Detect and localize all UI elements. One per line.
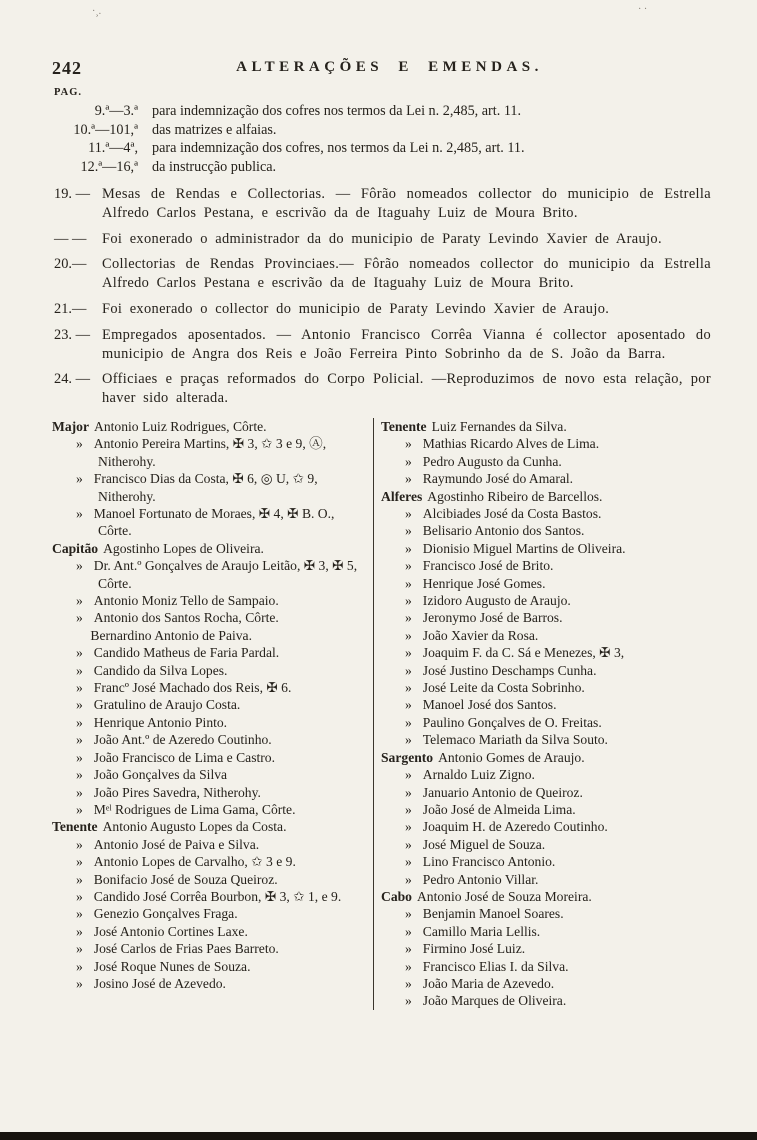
list-item — [52, 923, 369, 940]
list-item — [52, 784, 369, 801]
list-item — [52, 905, 369, 922]
ditto-mark: » — [76, 871, 83, 887]
list-item — [381, 679, 727, 696]
person-name: João Pires Savedra, Nitherohy. — [93, 784, 261, 800]
pag-entry — [52, 102, 709, 121]
scan-artifact-top-right: · · — [638, 4, 648, 15]
section-entry-number: 24. — — [54, 371, 90, 388]
rank-label: Sargento — [381, 749, 434, 765]
person-name: Joaquim H. de Azeredo Coutinho. — [422, 819, 608, 835]
ditto-mark: » — [405, 436, 412, 452]
ditto-mark: » — [405, 471, 412, 487]
person-name: Camillo Maria Lellis. — [422, 923, 541, 939]
person-name: Gratulino de Araujo Costa. — [93, 697, 241, 713]
page-title: ALTERAÇÕES E EMENDAS. — [236, 59, 543, 75]
person-name: Raymundo José do Amaral. — [422, 471, 574, 487]
ditto-mark: » — [405, 801, 412, 817]
ditto-mark: » — [405, 836, 412, 852]
list-item — [52, 836, 369, 853]
pag-entry — [52, 139, 709, 158]
person-name: Pedro Augusto da Cunha. — [422, 453, 562, 469]
person-name: Arnaldo Luiz Zigno. — [422, 767, 535, 783]
list-item — [381, 644, 727, 661]
pag-entry-number: 9.ª—3.ª — [94, 103, 138, 119]
ditto-mark: » — [76, 593, 83, 609]
list-item — [52, 766, 369, 783]
ditto-mark: » — [405, 993, 412, 1009]
person-name: Pedro Antonio Villar. — [422, 871, 539, 887]
person-name: João José de Almeida Lima. — [422, 801, 576, 817]
list-item — [52, 644, 369, 661]
ditto-mark: » — [76, 941, 83, 957]
person-name: João Ant.º de Azeredo Coutinho. — [93, 732, 272, 748]
list-item — [52, 853, 369, 870]
person-name: Mathias Ricardo Alves de Lima. — [422, 436, 600, 452]
pag-entry-list — [52, 102, 727, 176]
ditto-mark: » — [405, 732, 412, 748]
ditto-mark: » — [405, 593, 412, 609]
person-name: João Marques de Oliveira. — [422, 993, 567, 1009]
rank-label: Alferes — [381, 488, 423, 504]
list-item — [52, 714, 369, 731]
pag-entry — [52, 158, 709, 177]
pag-entry-text: para indemnização dos cofres nos termos da Lei n. 2,485, art. 11. — [152, 103, 522, 119]
section-entry — [52, 230, 711, 249]
person-name: Antonio Lopes de Carvalho, ✩ 3 e 9. — [93, 854, 296, 870]
list-item — [381, 575, 727, 592]
list-item — [381, 696, 727, 713]
ditto-mark: » — [76, 506, 83, 521]
person-name: Januario Antonio de Queiroz. — [422, 784, 583, 800]
rank-label: Cabo — [381, 888, 412, 904]
list-item — [381, 505, 727, 522]
section-list — [52, 185, 727, 408]
list-item — [52, 731, 369, 748]
ditto-mark: » — [76, 732, 83, 748]
list-item — [381, 975, 727, 992]
ditto-mark: » — [76, 906, 83, 922]
list-item — [52, 418, 369, 435]
list-item — [52, 470, 369, 505]
ditto-mark: » — [405, 819, 412, 835]
rank-label: Tenente — [52, 819, 98, 835]
list-item — [52, 662, 369, 679]
person-name: Francisco Elias I. da Silva. — [422, 958, 569, 974]
list-item — [381, 470, 727, 487]
person-name: João Xavier da Rosa. — [422, 627, 539, 643]
person-name: Genezio Gonçalves Fraga. — [93, 906, 238, 922]
section-entry-number: — — — [54, 230, 87, 247]
person-name: Alcibiades José da Costa Bastos. — [422, 506, 602, 521]
pag-entry-number: 12.ª—16,ª — [80, 158, 138, 175]
list-item — [381, 818, 727, 835]
ditto-mark: » — [405, 575, 412, 591]
list-item — [381, 731, 727, 748]
ditto-mark: » — [76, 471, 83, 487]
list-item — [381, 540, 727, 557]
ditto-mark: » — [76, 888, 83, 904]
ditto-mark: » — [405, 854, 412, 870]
person-name: Agostinho Ribeiro de Barcellos. — [427, 488, 603, 504]
person-name: Josino José de Azevedo. — [93, 975, 226, 991]
ditto-mark: » — [76, 645, 83, 661]
list-item — [381, 784, 727, 801]
person-name: Francisco Dias da Costa, ✠ 6, ◎ U, ✩ 9, Nitherohy. — [93, 471, 318, 504]
rank-label: Capitão — [52, 540, 99, 556]
person-name: Firmino José Luiz. — [422, 941, 526, 957]
list-item — [381, 418, 727, 435]
list-item — [381, 801, 727, 818]
person-name: Antonio Augusto Lopes da Costa. — [102, 819, 287, 835]
list-item — [52, 592, 369, 609]
scan-artifact-top-left: ·¸. — [92, 6, 102, 17]
ditto-mark: » — [405, 767, 412, 783]
person-name: Dr. Ant.º Gonçalves de Araujo Leitão, ✠ 3, ✠ 5, Côrte. — [93, 558, 358, 591]
person-name: Francº José Machado dos Reis, ✠ 6. — [93, 680, 292, 696]
person-name: Manoel Fortunato de Moraes, ✠ 4, ✠ B. O., Côrte. — [93, 506, 335, 539]
person-name: José Miguel de Souza. — [422, 836, 546, 852]
list-item — [52, 801, 369, 818]
list-item — [52, 888, 369, 905]
list-item — [52, 975, 369, 992]
section-entry — [52, 255, 711, 293]
person-name: Izidoro Augusto de Araujo. — [422, 593, 571, 609]
list-item — [381, 435, 727, 452]
ditto-mark: » — [405, 923, 412, 939]
list-item — [381, 453, 727, 470]
ditto-mark: » — [405, 453, 412, 469]
person-name: Candido da Silva Lopes. — [93, 662, 228, 678]
list-item — [381, 940, 727, 957]
ditto-mark: » — [405, 662, 412, 678]
list-item — [52, 696, 369, 713]
list-item — [381, 488, 727, 505]
person-name: Francisco José de Brito. — [422, 558, 554, 574]
list-item — [381, 923, 727, 940]
rank-label: Major — [52, 418, 89, 434]
person-name: José Carlos de Frias Paes Barreto. — [93, 941, 279, 957]
section-entry — [52, 326, 711, 364]
list-item — [52, 818, 369, 835]
person-name: José Antonio Cortines Laxe. — [93, 923, 248, 939]
ditto-mark: » — [405, 627, 412, 643]
pag-entry — [52, 121, 709, 140]
person-name: Candido José Corrêa Bourbon, ✠ 3, ✩ 1, e 9. — [93, 888, 342, 904]
section-entry-text: Mesas de Rendas e Collectorias. — Fôrão nomeados collector do municipio de Estrella Alfredo Carlos Pestana, e escrivão da de Itaguahy Luiz de Moura Brito. — [102, 186, 711, 221]
person-name: Antonio José de Souza Moreira. — [416, 888, 592, 904]
pag-entry-text: para indemnização dos cofres, nos termos da Lei n. 2,485, art. 11. — [152, 140, 525, 156]
name-column-left — [52, 418, 374, 1010]
list-item — [381, 557, 727, 574]
ditto-mark: » — [76, 854, 83, 870]
pag-entry-text: das matrizes e alfaias. — [152, 121, 277, 138]
person-name: Antonio Gomes de Araujo. — [438, 749, 585, 765]
list-item — [381, 992, 727, 1009]
name-columns — [52, 418, 727, 1010]
ditto-mark: » — [405, 871, 412, 887]
section-entry-text: Collectorias de Rendas Provinciaes.— Fôrão nomeados collector do municipio da Estrella Alfredo Carlos Pestana e escrivão da de Itaguahy Luiz de Moura Brito. — [102, 256, 711, 292]
page-header — [52, 56, 727, 84]
list-item — [381, 522, 727, 539]
list-item — [381, 888, 727, 905]
list-item — [381, 749, 727, 766]
list-item — [52, 609, 369, 626]
person-name: Joaquim F. da C. Sá e Menezes, ✠ 3, — [422, 645, 625, 661]
list-item — [52, 540, 369, 557]
person-name: Dionisio Miguel Martins de Oliveira. — [422, 540, 626, 556]
pag-entry-number: 10.ª—101,ª — [73, 121, 138, 138]
list-item — [381, 714, 727, 731]
ditto-mark: » — [405, 975, 412, 991]
person-name: João Maria de Azevedo. — [422, 975, 555, 991]
ditto-mark: » — [405, 697, 412, 713]
ditto-mark: » — [76, 975, 83, 991]
ditto-mark: » — [405, 941, 412, 957]
list-item — [381, 592, 727, 609]
ditto-mark: » — [405, 610, 412, 626]
person-name: Agostinho Lopes de Oliveira. — [103, 540, 264, 556]
section-entry-number: 23. — — [54, 326, 90, 343]
person-name: Belisario Antonio dos Santos. — [422, 523, 585, 539]
person-name: Lino Francisco Antonio. — [422, 854, 556, 870]
ditto-mark: » — [76, 958, 83, 974]
person-name: Henrique Antonio Pinto. — [93, 714, 228, 730]
ditto-mark: » — [76, 784, 83, 800]
ditto-mark: » — [405, 784, 412, 800]
section-entry-number: 19. — — [54, 186, 90, 202]
person-name: Luiz Fernandes da Silva. — [431, 418, 567, 434]
pag-entry-text: da instrucção publica. — [152, 158, 277, 175]
scan-edge-bottom — [0, 1132, 757, 1140]
list-item — [381, 871, 727, 888]
person-name: José Justino Deschamps Cunha. — [422, 662, 597, 678]
list-item — [52, 749, 369, 766]
person-name: Bernardino Antonio de Paiva. — [90, 627, 252, 643]
person-name: Antonio Luiz Rodrigues, Côrte. — [94, 418, 267, 434]
ditto-mark: » — [405, 714, 412, 730]
ditto-mark: » — [405, 645, 412, 661]
section-entry-text: Foi exonerado o administrador da do municipio de Paraty Levindo Xavier de Araujo. — [102, 230, 662, 247]
ditto-mark: » — [76, 680, 83, 696]
ditto-mark — [76, 628, 79, 643]
person-name: João Gonçalves da Silva — [93, 767, 228, 783]
list-item — [381, 662, 727, 679]
ditto-mark: » — [405, 906, 412, 922]
ditto-mark: » — [405, 523, 412, 539]
section-entry — [52, 370, 711, 408]
ditto-mark: » — [76, 714, 83, 730]
person-name: João Francisco de Lima e Castro. — [93, 749, 275, 765]
person-name: Candido Matheus de Faria Pardal. — [93, 645, 280, 661]
section-entry-text: Foi exonerado o collector do municipio de Paraty Levindo Xavier de Araujo. — [102, 300, 610, 317]
person-name: Antonio Moniz Tello de Sampaio. — [93, 593, 279, 609]
list-item — [52, 505, 369, 540]
list-item — [381, 627, 727, 644]
ditto-mark: » — [76, 436, 83, 452]
ditto-mark: » — [405, 680, 412, 696]
list-item — [52, 557, 369, 592]
page-number: 242 — [52, 58, 82, 78]
list-item — [381, 609, 727, 626]
rank-label: Tenente — [381, 418, 427, 434]
list-item — [381, 766, 727, 783]
ditto-mark: » — [76, 697, 83, 713]
list-item — [52, 871, 369, 888]
ditto-mark: » — [76, 610, 83, 626]
person-name: Telemaco Mariath da Silva Souto. — [422, 732, 608, 748]
ditto-mark: » — [76, 558, 83, 574]
list-item — [52, 958, 369, 975]
pag-entry-number: 11.ª—4ª, — [88, 140, 138, 156]
list-item — [52, 435, 369, 470]
list-item — [381, 905, 727, 922]
list-item — [52, 940, 369, 957]
person-name: Bonifacio José de Souza Queiroz. — [93, 871, 278, 887]
person-name: Antonio dos Santos Rocha, Côrte. — [93, 610, 279, 626]
person-name: Paulino Gonçalves de O. Freitas. — [422, 714, 602, 730]
ditto-mark: » — [405, 540, 412, 556]
person-name: Antonio Pereira Martins, ✠ 3, ✩ 3 e 9, Ⓐ, Nitherohy. — [93, 436, 327, 469]
ditto-mark: » — [76, 749, 83, 765]
list-item — [52, 679, 369, 696]
ditto-mark: » — [76, 801, 83, 817]
section-entry-text: Empregados aposentados. — Antonio Francisco Corrêa Vianna é collector aposentado do municipio de Angra dos Reis e João Ferreira Pinto Sobrinho da de S. João da Barra. — [102, 326, 711, 362]
ditto-mark: » — [76, 662, 83, 678]
pag-label: PAG. — [54, 87, 83, 98]
ditto-mark: » — [405, 506, 412, 521]
person-name: Jeronymo José de Barros. — [422, 610, 563, 626]
ditto-mark: » — [76, 767, 83, 783]
section-entry-number: 20.— — [54, 256, 87, 273]
person-name: Antonio José de Paiva e Silva. — [93, 836, 260, 852]
person-name: Benjamin Manoel Soares. — [422, 906, 564, 922]
person-name: Manoel José dos Santos. — [422, 697, 557, 713]
list-item — [381, 958, 727, 975]
person-name: José Roque Nunes de Souza. — [93, 958, 251, 974]
name-column-right — [374, 418, 727, 1010]
person-name: Mᵉˡ Rodrigues de Lima Gama, Côrte. — [93, 801, 296, 817]
section-entry — [52, 185, 711, 223]
person-name: Henrique José Gomes. — [422, 575, 546, 591]
section-entry-text: Officiaes e praças reformados do Corpo Policial. —Reproduzimos de novo esta relação, por haver sido alterada. — [102, 371, 711, 407]
ditto-mark: » — [76, 836, 83, 852]
ditto-mark: » — [76, 923, 83, 939]
ditto-mark: » — [405, 958, 412, 974]
list-item — [381, 836, 727, 853]
person-name: José Leite da Costa Sobrinho. — [422, 680, 585, 696]
list-item — [52, 627, 369, 644]
list-item — [381, 853, 727, 870]
ditto-mark: » — [405, 558, 412, 574]
section-entry — [52, 300, 711, 319]
section-entry-number: 21.— — [54, 300, 87, 317]
